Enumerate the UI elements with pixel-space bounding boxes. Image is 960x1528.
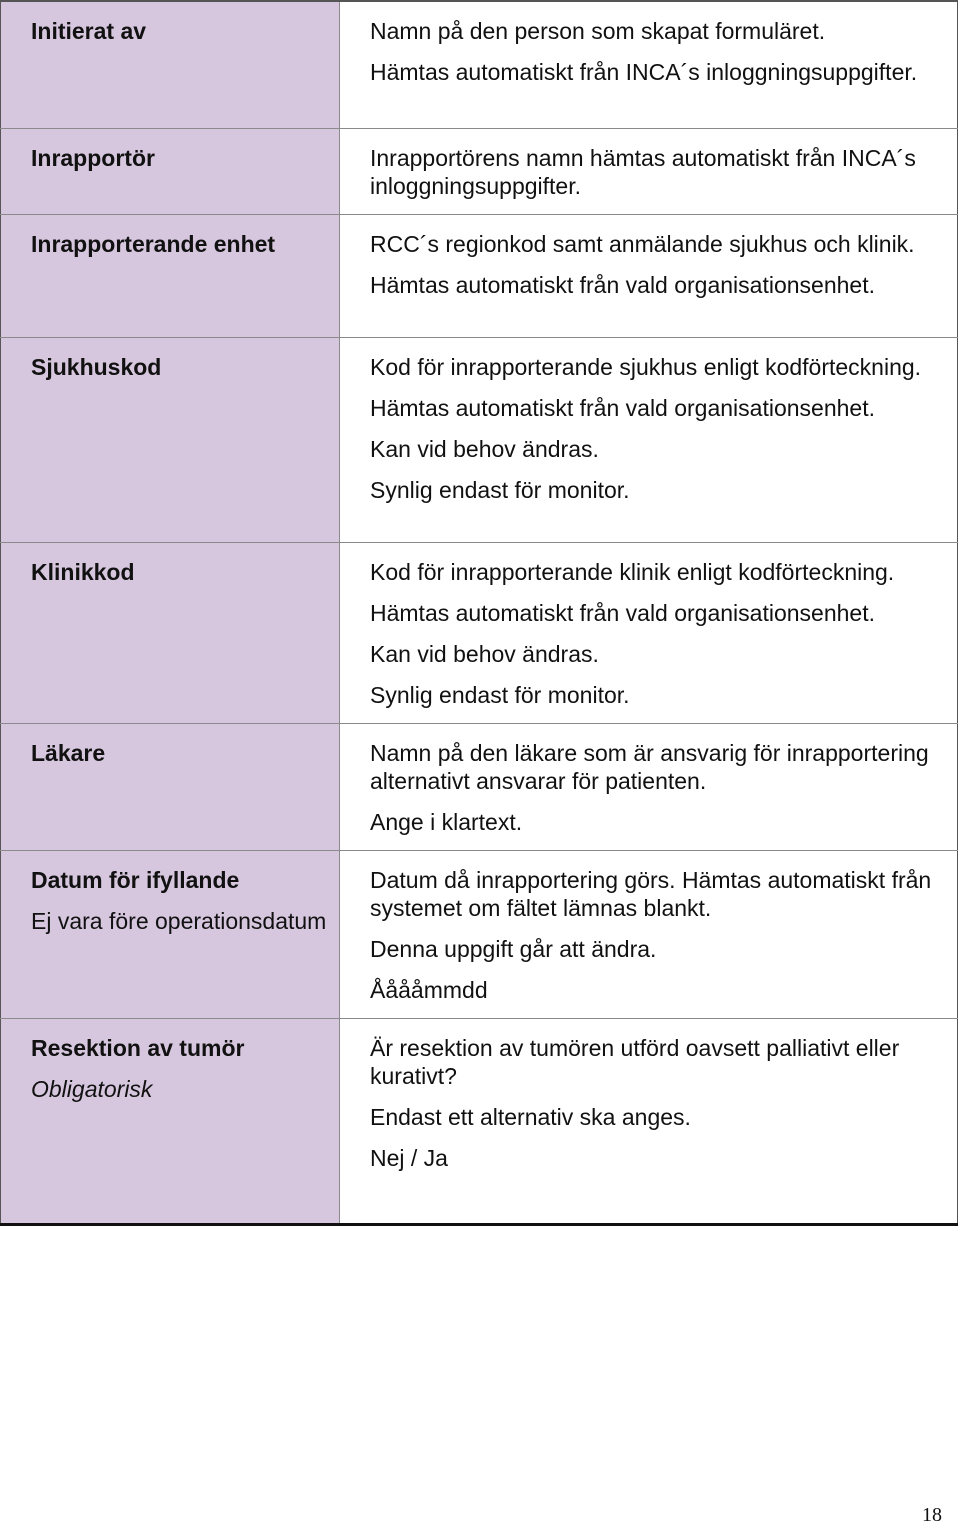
field-name: Inrapporterande enhet: [31, 230, 276, 257]
field-label-cell: [1, 1018, 340, 1224]
description-text: Endast ett alternativ ska anges.: [370, 1103, 691, 1130]
description-text: Denna uppgift går att ändra.: [370, 935, 657, 962]
table-row: [1, 542, 958, 723]
table-row: [1, 850, 958, 1018]
table-row: [1, 214, 958, 337]
table-row: [1, 723, 958, 850]
description-text: Kod för inrapporterande klinik enligt kodförteckning.: [370, 558, 895, 585]
field-name: Initierat av: [31, 18, 147, 44]
table-row: [1, 128, 958, 214]
field-constraint: Ej vara före operationsdatum: [31, 907, 327, 934]
field-name: Datum för ifyllande: [31, 866, 240, 893]
description-text: Ååååmmdd: [370, 976, 488, 1003]
description-text: Är resektion av tumören utförd oavsett palliativt eller kurativt?: [370, 1034, 900, 1089]
field-description-cell: [340, 1018, 958, 1224]
page-number: 18: [922, 1504, 942, 1526]
field-description-cell: [340, 214, 958, 337]
field-description-cell: [340, 337, 958, 542]
table-row: [1, 1, 958, 128]
field-description-cell: [340, 723, 958, 850]
description-text: Synlig endast för monitor.: [370, 476, 630, 503]
description-text: Kan vid behov ändras.: [370, 435, 599, 462]
field-label-cell: [1, 723, 340, 850]
field-name: Inrapportör: [31, 144, 155, 171]
description-text: Synlig endast för monitor.: [370, 681, 630, 708]
description-text: Inrapportörens namn hämtas automatiskt från INCA´s inloggningsuppgifter.: [370, 144, 916, 199]
field-label-cell: [1, 337, 340, 542]
table-row: [1, 1018, 958, 1224]
field-requirement: Obligatorisk: [31, 1075, 153, 1102]
description-text: Hämtas automatiskt från vald organisationsenhet.: [370, 599, 875, 626]
field-description-cell: [340, 128, 958, 214]
description-text: Ange i klartext.: [370, 808, 523, 835]
field-name: Läkare: [31, 739, 106, 766]
description-text: RCC´s regionkod samt anmälande sjukhus och klinik.: [370, 230, 915, 257]
field-name: Resektion av tumör: [31, 1034, 245, 1061]
field-label-cell: [1, 1, 340, 128]
description-text: Namn på den läkare som är ansvarig för inrapportering alternativt ansvarar för patienten.: [370, 739, 929, 794]
table-row: [1, 337, 958, 542]
description-text: Hämtas automatiskt från vald organisationsenhet.: [370, 394, 875, 421]
field-label-cell: [1, 128, 340, 214]
description-text: Kod för inrapporterande sjukhus enligt kodförteckning.: [370, 353, 922, 380]
description-text: Hämtas automatiskt från INCA´s inloggningsuppgifter.: [370, 59, 918, 85]
field-description-cell: [340, 542, 958, 723]
description-text: Nej / Ja: [370, 1144, 448, 1171]
field-label-cell: [1, 542, 340, 723]
field-label-cell: [1, 850, 340, 1018]
field-label-cell: [1, 214, 340, 337]
field-description-cell: [340, 850, 958, 1018]
field-description-cell: [340, 1, 958, 128]
field-name: Sjukhuskod: [31, 353, 162, 380]
description-text: Kan vid behov ändras.: [370, 640, 599, 667]
field-name: Klinikkod: [31, 558, 135, 585]
description-text: Namn på den person som skapat formuläret.: [370, 18, 826, 44]
description-text: Datum då inrapportering görs. Hämtas automatiskt från systemet om fältet lämnas blankt.: [370, 866, 932, 921]
description-text: Hämtas automatiskt från vald organisationsenhet.: [370, 271, 875, 298]
